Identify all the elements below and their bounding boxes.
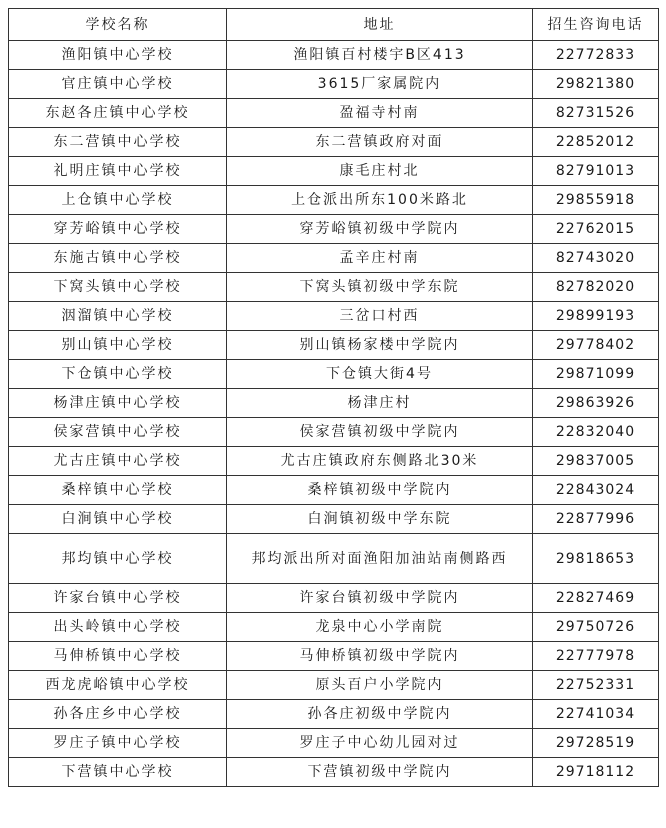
phone-cell: 22777978 bbox=[533, 642, 659, 671]
phone-cell: 82782020 bbox=[533, 273, 659, 302]
address-cell: 尤古庄镇政府东侧路北30米 bbox=[227, 447, 533, 476]
address-cell: 杨津庄村 bbox=[227, 389, 533, 418]
address-cell: 下窝头镇初级中学东院 bbox=[227, 273, 533, 302]
phone-cell: 22752331 bbox=[533, 671, 659, 700]
table-row bbox=[9, 244, 659, 273]
table-row bbox=[9, 186, 659, 215]
table-row bbox=[9, 729, 659, 758]
table-row bbox=[9, 505, 659, 534]
address-cell: 东二营镇政府对面 bbox=[227, 128, 533, 157]
address-cell: 别山镇杨家楼中学院内 bbox=[227, 331, 533, 360]
phone-cell: 22877996 bbox=[533, 505, 659, 534]
school-name-cell: 东赵各庄镇中心学校 bbox=[9, 99, 227, 128]
phone-cell: 22843024 bbox=[533, 476, 659, 505]
table-row bbox=[9, 534, 659, 584]
header-phone: 招生咨询电话 bbox=[533, 9, 659, 41]
table-row bbox=[9, 273, 659, 302]
school-name-cell: 上仓镇中心学校 bbox=[9, 186, 227, 215]
school-name-cell: 侯家营镇中心学校 bbox=[9, 418, 227, 447]
school-name-cell: 礼明庄镇中心学校 bbox=[9, 157, 227, 186]
phone-cell: 29728519 bbox=[533, 729, 659, 758]
address-cell: 穿芳峪镇初级中学院内 bbox=[227, 215, 533, 244]
address-cell: 罗庄子中心幼儿园对过 bbox=[227, 729, 533, 758]
phone-cell: 29863926 bbox=[533, 389, 659, 418]
table-row bbox=[9, 700, 659, 729]
school-name-cell: 马伸桥镇中心学校 bbox=[9, 642, 227, 671]
address-cell: 邦均派出所对面渔阳加油站南侧路西 bbox=[227, 534, 533, 584]
table-row bbox=[9, 302, 659, 331]
school-name-cell: 东二营镇中心学校 bbox=[9, 128, 227, 157]
school-name-cell: 许家台镇中心学校 bbox=[9, 584, 227, 613]
address-cell: 盈福寺村南 bbox=[227, 99, 533, 128]
school-name-cell: 下仓镇中心学校 bbox=[9, 360, 227, 389]
phone-cell: 29899193 bbox=[533, 302, 659, 331]
table-row bbox=[9, 642, 659, 671]
address-cell: 三岔口村西 bbox=[227, 302, 533, 331]
phone-cell: 29750726 bbox=[533, 613, 659, 642]
address-cell: 孟辛庄村南 bbox=[227, 244, 533, 273]
address-cell: 下营镇初级中学院内 bbox=[227, 758, 533, 787]
phone-cell: 29871099 bbox=[533, 360, 659, 389]
table-row bbox=[9, 389, 659, 418]
address-cell: 孙各庄初级中学院内 bbox=[227, 700, 533, 729]
school-name-cell: 洇溜镇中心学校 bbox=[9, 302, 227, 331]
school-name-cell: 杨津庄镇中心学校 bbox=[9, 389, 227, 418]
school-name-cell: 白涧镇中心学校 bbox=[9, 505, 227, 534]
school-name-cell: 渔阳镇中心学校 bbox=[9, 41, 227, 70]
table-row bbox=[9, 331, 659, 360]
address-cell: 马伸桥镇初级中学院内 bbox=[227, 642, 533, 671]
table-row bbox=[9, 360, 659, 389]
school-name-cell: 东施古镇中心学校 bbox=[9, 244, 227, 273]
phone-cell: 82791013 bbox=[533, 157, 659, 186]
address-cell: 康毛庄村北 bbox=[227, 157, 533, 186]
school-name-cell: 桑梓镇中心学校 bbox=[9, 476, 227, 505]
phone-cell: 22772833 bbox=[533, 41, 659, 70]
address-cell: 龙泉中心小学南院 bbox=[227, 613, 533, 642]
table-row bbox=[9, 476, 659, 505]
school-name-cell: 出头岭镇中心学校 bbox=[9, 613, 227, 642]
address-cell: 上仓派出所东100米路北 bbox=[227, 186, 533, 215]
table-row bbox=[9, 157, 659, 186]
school-name-cell: 邦均镇中心学校 bbox=[9, 534, 227, 584]
table-row bbox=[9, 447, 659, 476]
school-name-cell: 孙各庄乡中心学校 bbox=[9, 700, 227, 729]
phone-cell: 29718112 bbox=[533, 758, 659, 787]
table-row bbox=[9, 613, 659, 642]
address-cell: 桑梓镇初级中学院内 bbox=[227, 476, 533, 505]
phone-cell: 29837005 bbox=[533, 447, 659, 476]
table-row bbox=[9, 215, 659, 244]
table-header-row bbox=[9, 9, 659, 41]
phone-cell: 29818653 bbox=[533, 534, 659, 584]
address-cell: 白涧镇初级中学东院 bbox=[227, 505, 533, 534]
address-cell: 侯家营镇初级中学院内 bbox=[227, 418, 533, 447]
phone-cell: 22741034 bbox=[533, 700, 659, 729]
school-name-cell: 尤古庄镇中心学校 bbox=[9, 447, 227, 476]
phone-cell: 22832040 bbox=[533, 418, 659, 447]
phone-cell: 29855918 bbox=[533, 186, 659, 215]
phone-cell: 22852012 bbox=[533, 128, 659, 157]
address-cell: 许家台镇初级中学院内 bbox=[227, 584, 533, 613]
header-address: 地址 bbox=[227, 9, 533, 41]
school-contact-table bbox=[8, 8, 659, 787]
phone-cell: 22762015 bbox=[533, 215, 659, 244]
address-cell: 原头百户小学院内 bbox=[227, 671, 533, 700]
address-cell: 3615厂家属院内 bbox=[227, 70, 533, 99]
phone-cell: 82731526 bbox=[533, 99, 659, 128]
table-row bbox=[9, 671, 659, 700]
table-row bbox=[9, 70, 659, 99]
school-name-cell: 罗庄子镇中心学校 bbox=[9, 729, 227, 758]
table-body bbox=[9, 41, 659, 787]
table-row bbox=[9, 758, 659, 787]
table-row bbox=[9, 584, 659, 613]
table-row bbox=[9, 41, 659, 70]
school-name-cell: 下营镇中心学校 bbox=[9, 758, 227, 787]
school-name-cell: 别山镇中心学校 bbox=[9, 331, 227, 360]
school-name-cell: 西龙虎峪镇中心学校 bbox=[9, 671, 227, 700]
table-row bbox=[9, 99, 659, 128]
table-row bbox=[9, 418, 659, 447]
phone-cell: 22827469 bbox=[533, 584, 659, 613]
phone-cell: 29778402 bbox=[533, 331, 659, 360]
school-name-cell: 穿芳峪镇中心学校 bbox=[9, 215, 227, 244]
school-name-cell: 下窝头镇中心学校 bbox=[9, 273, 227, 302]
header-school-name: 学校名称 bbox=[9, 9, 227, 41]
school-name-cell: 官庄镇中心学校 bbox=[9, 70, 227, 99]
phone-cell: 29821380 bbox=[533, 70, 659, 99]
address-cell: 下仓镇大街4号 bbox=[227, 360, 533, 389]
table-row bbox=[9, 128, 659, 157]
address-cell: 渔阳镇百村楼宇B区413 bbox=[227, 41, 533, 70]
phone-cell: 82743020 bbox=[533, 244, 659, 273]
